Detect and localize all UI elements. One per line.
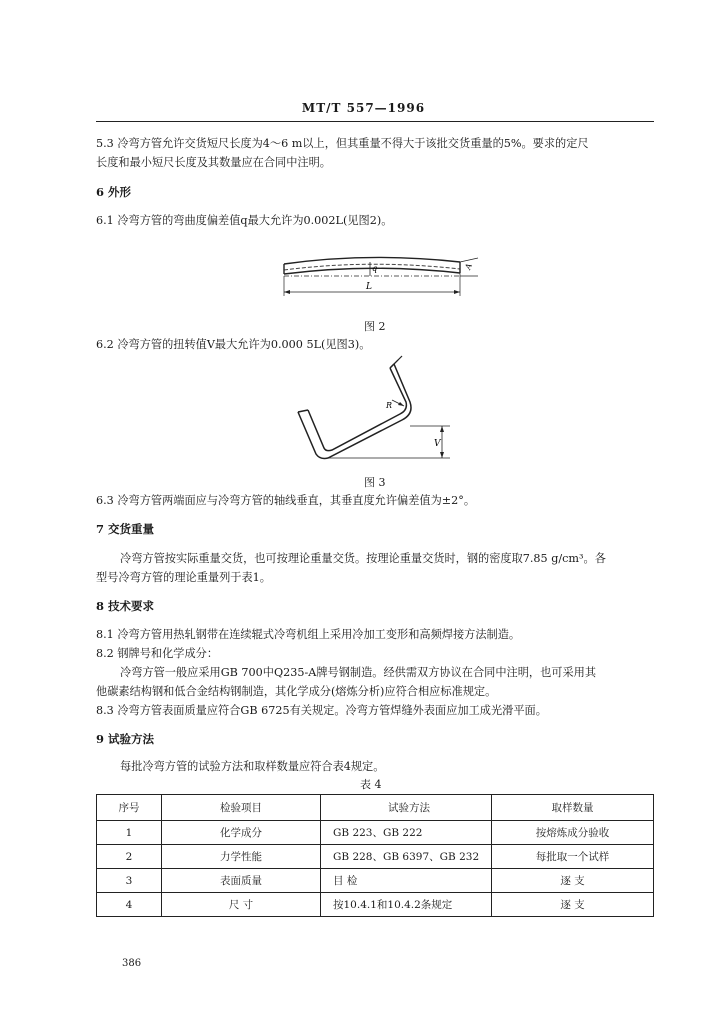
row-sampling: 按熔炼成分验收 — [492, 821, 654, 845]
figure-2-caption: 图 2 — [364, 320, 386, 333]
table-row — [97, 869, 654, 893]
row-item: 尺 寸 — [162, 893, 321, 917]
clause-6-3: 6.3 冷弯方管两端面应与冷弯方管的轴线垂直，其垂直度允许偏差值为±2°。 — [96, 494, 476, 507]
row-item: 力学性能 — [162, 845, 321, 869]
page-number: 386 — [122, 958, 142, 969]
header-method: 试验方法 — [321, 795, 492, 821]
table-row — [97, 821, 654, 845]
label-A: A — [463, 262, 474, 271]
label-V: V — [434, 439, 441, 449]
section-7-line-2: 型号冷弯方管的理论重量列于表1。 — [96, 571, 271, 584]
row-method: 按10.4.1和10.4.2条规定 — [321, 893, 492, 917]
header-item: 检验项目 — [162, 795, 321, 821]
page-header-code: MT/T 557—1996 — [301, 101, 426, 115]
table-row — [97, 893, 654, 917]
header-index: 序号 — [97, 795, 162, 821]
label-L: L — [366, 282, 372, 292]
row-index: 1 — [97, 821, 162, 845]
clause-6-1: 6.1 冷弯方管的弯曲度偏差值q最大允许为0.002L(见图2)。 — [96, 214, 393, 227]
section-7-line-1: 冷弯方管按实际重量交货，也可按理论重量交货。按理论重量交货时，钢的密度取7.85 g/cm³。各 — [120, 552, 606, 565]
clause-8-3: 8.3 冷弯方管表面质量应符合GB 6725有关规定。冷弯方管焊缝外表面应加工成光滑平面。 — [96, 704, 547, 717]
header-sampling: 取样数量 — [492, 795, 654, 821]
label-R: R — [386, 401, 393, 410]
clause-8-2-heading: 8.2 钢牌号和化学成分： — [96, 647, 219, 660]
table-row — [97, 845, 654, 869]
row-sampling: 逐 支 — [492, 869, 654, 893]
row-index: 2 — [97, 845, 162, 869]
table-header-row — [97, 795, 654, 821]
clause-6-2: 6.2 冷弯方管的扭转值V最大允许为0.000 5L(见图3)。 — [96, 338, 371, 351]
row-method: GB 223、GB 222 — [321, 821, 492, 845]
header-rule — [96, 121, 654, 122]
clause-5-3-line-2: 长度和最小短尺长度及其数量应在合同中注明。 — [96, 156, 331, 169]
table-4-caption: 表 4 — [360, 778, 382, 791]
clause-8-1: 8.1 冷弯方管用热轧钢带在连续辊式冷弯机组上采用冷加工变形和高频焊接方法制造。 — [96, 628, 521, 641]
figure-2-bent-tube-diagram — [270, 240, 490, 320]
clause-8-2-line-1: 冷弯方管一般应采用GB 700中Q235-A牌号钢制造。经供需双方协议在合同中注明，也可采用其 — [120, 666, 597, 679]
section-9-line-1: 每批冷弯方管的试验方法和取样数量应符合表4规定。 — [120, 760, 385, 773]
label-q: q — [372, 264, 378, 273]
figure-3-caption: 图 3 — [364, 476, 386, 489]
row-method: GB 228、GB 6397、GB 232 — [321, 845, 492, 869]
row-index: 3 — [97, 869, 162, 893]
section-9-heading: 9 试验方法 — [96, 732, 155, 746]
clause-5-3-line-1: 5.3 冷弯方管允许交货短尺长度为4～6 m以上，但其重量不得大于该批交货重量的5%。要求的定尺 — [96, 137, 589, 150]
table-4 — [96, 794, 654, 917]
figure-3-twisted-tube-diagram — [290, 356, 460, 466]
row-index: 4 — [97, 893, 162, 917]
row-item: 表面质量 — [162, 869, 321, 893]
section-8-heading: 8 技术要求 — [96, 599, 155, 613]
row-sampling: 逐 支 — [492, 893, 654, 917]
clause-8-2-line-2: 他碳素结构钢和低合金结构钢制造，其化学成分(熔炼分析)应符合相应标准规定。 — [96, 685, 497, 698]
row-sampling: 每批取一个试样 — [492, 845, 654, 869]
row-item: 化学成分 — [162, 821, 321, 845]
section-6-heading: 6 外形 — [96, 185, 132, 199]
section-7-heading: 7 交货重量 — [96, 522, 155, 536]
row-method: 目 检 — [321, 869, 492, 893]
